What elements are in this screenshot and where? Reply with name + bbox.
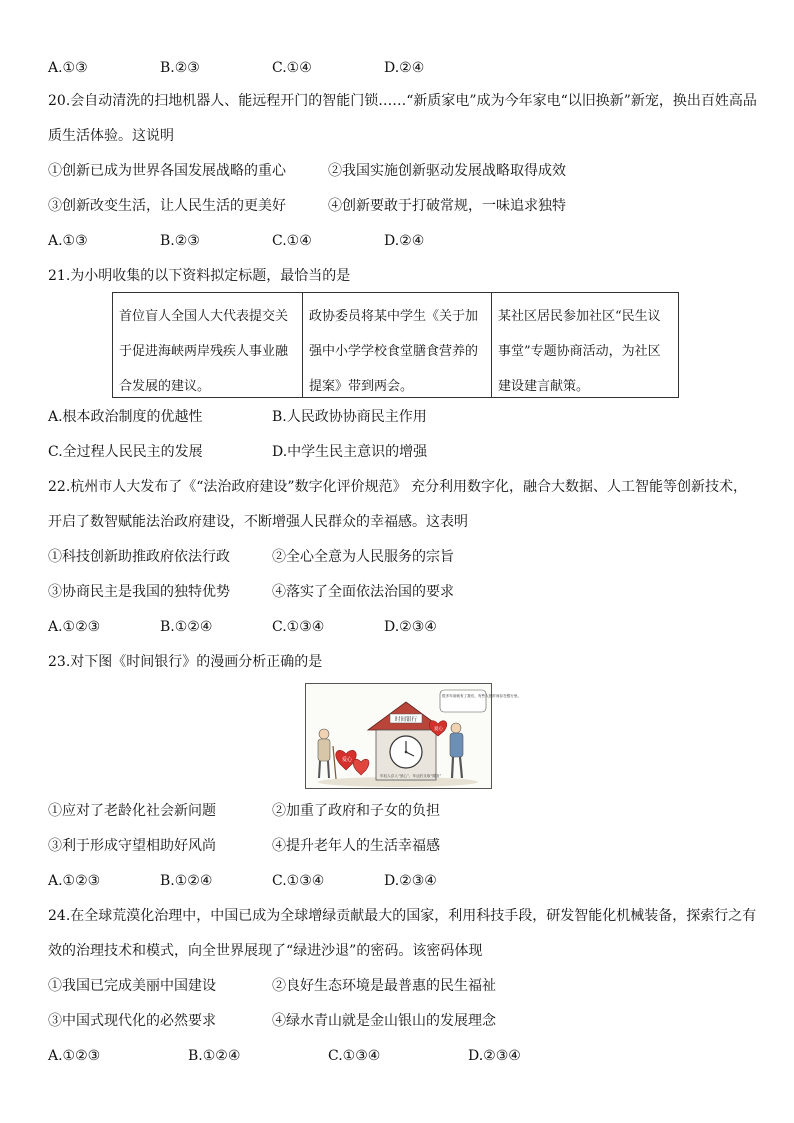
q23-option-a: A.①②③ <box>48 873 101 889</box>
q19-option-a: A.①③ <box>48 60 88 76</box>
q20-option-a: A.①③ <box>48 233 88 249</box>
q23-items-row1 <box>48 801 440 821</box>
q24-items-row2 <box>48 1011 496 1031</box>
q20-stem-line2: 质生活体验。这说明 <box>48 128 174 144</box>
q20-stem-line1: 20.会自动清洗的扫地机器人、能远程开门的智能门锁……“新质家电”成为今年家电“以旧换新”新宠，换出百姓高品 <box>48 93 757 109</box>
q20-items-row2 <box>48 196 566 216</box>
q24-item-4: ④绿水青山就是金山银山的发展理念 <box>272 1013 496 1029</box>
q21-material-3: 某社区居民参加社区“民生议事堂”专题协商活动，为社区建设建言献策。 <box>498 309 661 394</box>
q22-option-a: A.①②③ <box>48 619 101 635</box>
q23-item-2: ②加重了政府和子女的负担 <box>272 803 440 819</box>
q24-stem-line1: 24.在全球荒漠化治理中，中国已成为全球增绿贡献最大的国家，利用科技手段，研发智能化机械装备，探索行之有 <box>48 908 757 924</box>
q21-stem: 21.为小明收集的以下资料拟定标题，最恰当的是 <box>48 268 351 284</box>
q21-option-c: C.全过程人民民主的发展 <box>48 444 203 460</box>
q21-options-row2 <box>48 442 427 462</box>
q22-items-row2 <box>48 582 454 602</box>
q19-option-b: B.②③ <box>160 60 200 76</box>
q24-option-b: B.①②④ <box>188 1048 241 1064</box>
q21-option-b: B.人民政协协商民主作用 <box>272 409 427 425</box>
q19-option-d: D.②④ <box>384 60 425 76</box>
speech-bubble-text: 很多年前就有了我们，有些人把时间存在银行里。 <box>442 694 522 698</box>
q22-items-row1 <box>48 547 454 567</box>
q20-options <box>48 231 424 251</box>
q23-item-3: ③利于形成守望相助好风尚 <box>48 838 216 854</box>
q22-item-1: ①科技创新助推政府依法行政 <box>48 549 230 565</box>
cartoon-illustration <box>306 684 522 788</box>
q22-item-4: ④落实了全面依法治国的要求 <box>272 584 454 600</box>
q20-item-3: ③创新改变生活，让人民生活的更美好 <box>48 198 286 214</box>
q21-option-d: D.中学生民主意识的增强 <box>272 444 428 460</box>
q20-item-1: ①创新已成为世界各国发展战略的重心 <box>48 163 286 179</box>
bank-sign-text: 时间银行 <box>394 717 418 723</box>
q22-option-c: C.①③④ <box>272 619 325 635</box>
q20-items-row1 <box>48 161 566 181</box>
bank-small-text: 年轻人存入“爱心”，年迈后支取“服务” <box>380 774 442 778</box>
q24-item-1: ①我国已完成美丽中国建设 <box>48 978 216 994</box>
q23-option-c: C.①③④ <box>272 873 325 889</box>
heart-right-label: 爱心 <box>434 727 443 732</box>
q23-item-4: ④提升老年人的生活幸福感 <box>272 838 440 854</box>
q22-options <box>48 617 437 637</box>
q21-material-1: 首位盲人全国人大代表提交关于促进海峡两岸残疾人事业融合发展的建议。 <box>113 293 303 397</box>
q22-stem-line1: 22.杭州市人大发布了《“法治政府建设”数字化评价规范》 充分利用数字化，融合大数据、人工智能等创新技术， <box>48 479 748 495</box>
elderly-person-figure <box>318 729 336 779</box>
q19-option-c: C.①④ <box>272 60 312 76</box>
q24-item-2: ②良好生态环境是最普惠的民生福祉 <box>272 978 496 994</box>
q24-option-a: A.①②③ <box>48 1048 101 1064</box>
q21-material-table <box>112 292 679 398</box>
q23-stem: 23.对下图《时间银行》的漫画分析正确的是 <box>48 654 323 670</box>
time-bank-cartoon <box>305 683 522 789</box>
q20-option-c: C.①④ <box>272 233 312 249</box>
q24-options <box>48 1046 521 1066</box>
q23-items-row2 <box>48 836 440 856</box>
q21-options-row1 <box>48 407 427 427</box>
q21-material-2: 政协委员将某中学生《关于加强中小学学校食堂膳食营养的提案》带到两会。 <box>303 293 492 397</box>
q22-option-b: B.①②④ <box>160 619 213 635</box>
q20-item-2: ②我国实施创新驱动发展战略取得成效 <box>328 163 566 179</box>
heart-left-label: 爱心 <box>342 757 353 763</box>
q22-stem-line2: 开启了数智赋能法治政府建设，不断增强人民群众的幸福感。这表明 <box>48 514 468 530</box>
q24-option-d: D.②③④ <box>468 1048 521 1064</box>
q20-option-d: D.②④ <box>384 233 425 249</box>
q23-options <box>48 871 437 891</box>
q22-item-3: ③协商民主是我国的独特优势 <box>48 584 230 600</box>
q22-item-2: ②全心全意为人民服务的宗旨 <box>272 549 454 565</box>
q20-item-4: ④创新要敢于打破常规，一味追求独特 <box>328 198 566 214</box>
q24-items-row1 <box>48 976 496 996</box>
q21-option-a: A.根本政治制度的优越性 <box>48 409 203 425</box>
q24-item-3: ③中国式现代化的必然要求 <box>48 1013 216 1029</box>
q23-option-b: B.①②④ <box>160 873 213 889</box>
q20-option-b: B.②③ <box>160 233 200 249</box>
q22-option-d: D.②③④ <box>384 619 437 635</box>
bank-house <box>368 702 444 780</box>
q23-item-1: ①应对了老龄化社会新问题 <box>48 803 216 819</box>
q23-option-d: D.②③④ <box>384 873 437 889</box>
q24-option-c: C.①③④ <box>328 1048 381 1064</box>
q19-options <box>48 58 424 78</box>
q24-stem-line2: 效的治理技术和模式，向全世界展现了“绿进沙退”的密码。该密码体现 <box>48 943 483 959</box>
